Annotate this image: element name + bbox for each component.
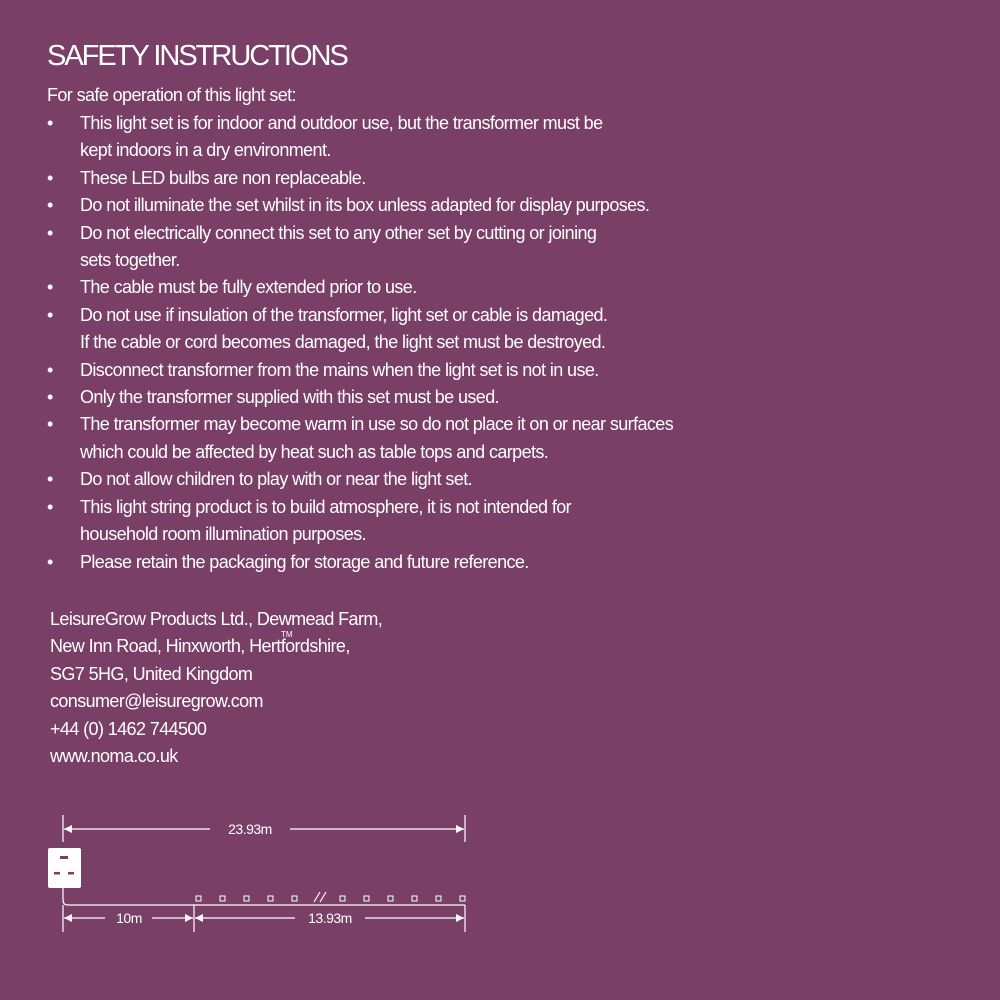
led-bulb: [460, 896, 465, 901]
instruction-line: Do not use if insulation of the transformer, light set or cable is damaged.: [80, 304, 608, 325]
arrow-icon: [64, 914, 72, 922]
led-bulb: [436, 896, 441, 901]
led-bulb: [388, 896, 393, 901]
instruction-line: This light set is for indoor and outdoor use, but the transformer must be: [80, 113, 603, 133]
instruction-line: Only the transformer supplied with this set must be used.: [80, 387, 500, 408]
company-name-line: LeisureGrow Products Ltd., Dewmead Farm,: [50, 609, 383, 629]
led-bulb: [340, 896, 345, 901]
website-text: www.noma.co.uk: [50, 746, 178, 767]
bullet-icon: •: [47, 167, 53, 188]
instruction-line: If the cable or cord becomes damaged, the light set must be destroyed.: [80, 332, 606, 353]
arrow-icon: [456, 914, 464, 922]
phone-text: +44 (0) 1462 744500: [50, 718, 207, 739]
bullet-icon: •: [47, 551, 53, 572]
arrow-icon: [64, 825, 72, 833]
instruction-line: These LED bulbs are non replaceable.: [80, 167, 366, 188]
bullet-icon: •: [47, 496, 53, 517]
instruction-line: which could be affected by heat such as table tops and carpets.: [80, 441, 549, 462]
page-title: SAFETY INSTRUCTIONS: [47, 40, 347, 72]
arrow-icon: [195, 914, 203, 922]
lit-length-label: 13.93m: [308, 910, 352, 926]
uk-plug-icon: [48, 848, 81, 888]
bullet-icon: •: [47, 304, 53, 325]
instruction-line: The transformer may become warm in use so do not place it on or near surfaces: [80, 414, 674, 435]
lead-length-label: 10m: [116, 910, 142, 926]
instruction-line: kept indoors in a dry environment.: [80, 140, 331, 161]
bullet-icon: •: [47, 469, 53, 490]
led-bulb: [244, 896, 249, 901]
instruction-line: Do not illuminate the set whilst in its box unless adapted for display purposes.: [80, 195, 650, 216]
instruction-line: The cable must be fully extended prior to use.: [80, 277, 417, 298]
postcode-line: SG7 5HG, United Kingdom: [50, 663, 253, 684]
led-bulb: [196, 896, 201, 901]
arrow-icon: [185, 914, 193, 922]
street-line: New Inn Road, Hinxworth, Hertfordshire,: [50, 636, 350, 657]
led-bulb: [292, 896, 297, 901]
led-bulb: [364, 896, 369, 901]
break-mark-1: [314, 892, 320, 902]
led-bulb: [412, 896, 417, 901]
bullet-icon: •: [47, 414, 53, 435]
instruction-line: household room illumination purposes.: [80, 524, 366, 545]
instruction-line: Do not electrically connect this set to any other set by cutting or joining: [80, 222, 597, 243]
intro-text: For safe operation of this light set:: [47, 85, 296, 105]
arrow-icon: [456, 825, 464, 833]
led-bulb: [268, 896, 273, 901]
instruction-line: Please retain the packaging for storage and future reference.: [80, 551, 529, 572]
instruction-line: sets together.: [80, 250, 180, 271]
lead-cable: [63, 888, 193, 905]
bullet-icon: •: [47, 359, 53, 380]
instruction-line: Do not allow children to play with or near the light set.: [80, 469, 473, 490]
bullet-icon: •: [47, 387, 53, 408]
bullet-icon: •: [47, 277, 53, 298]
trademark-symbol: TM: [281, 630, 293, 639]
led-bulb: [220, 896, 225, 901]
bullet-icon: •: [47, 222, 53, 243]
email-text: consumer@leisuregrow.com: [50, 691, 263, 712]
break-mark-2: [320, 892, 326, 902]
bullet-icon: •: [47, 113, 53, 133]
bullet-icon: •: [47, 195, 53, 216]
instruction-line: This light string product is to build atmosphere, it is not intended for: [80, 496, 572, 517]
instruction-line: Disconnect transformer from the mains when the light set is not in use.: [80, 359, 599, 380]
total-length-label: 23.93m: [228, 821, 272, 837]
